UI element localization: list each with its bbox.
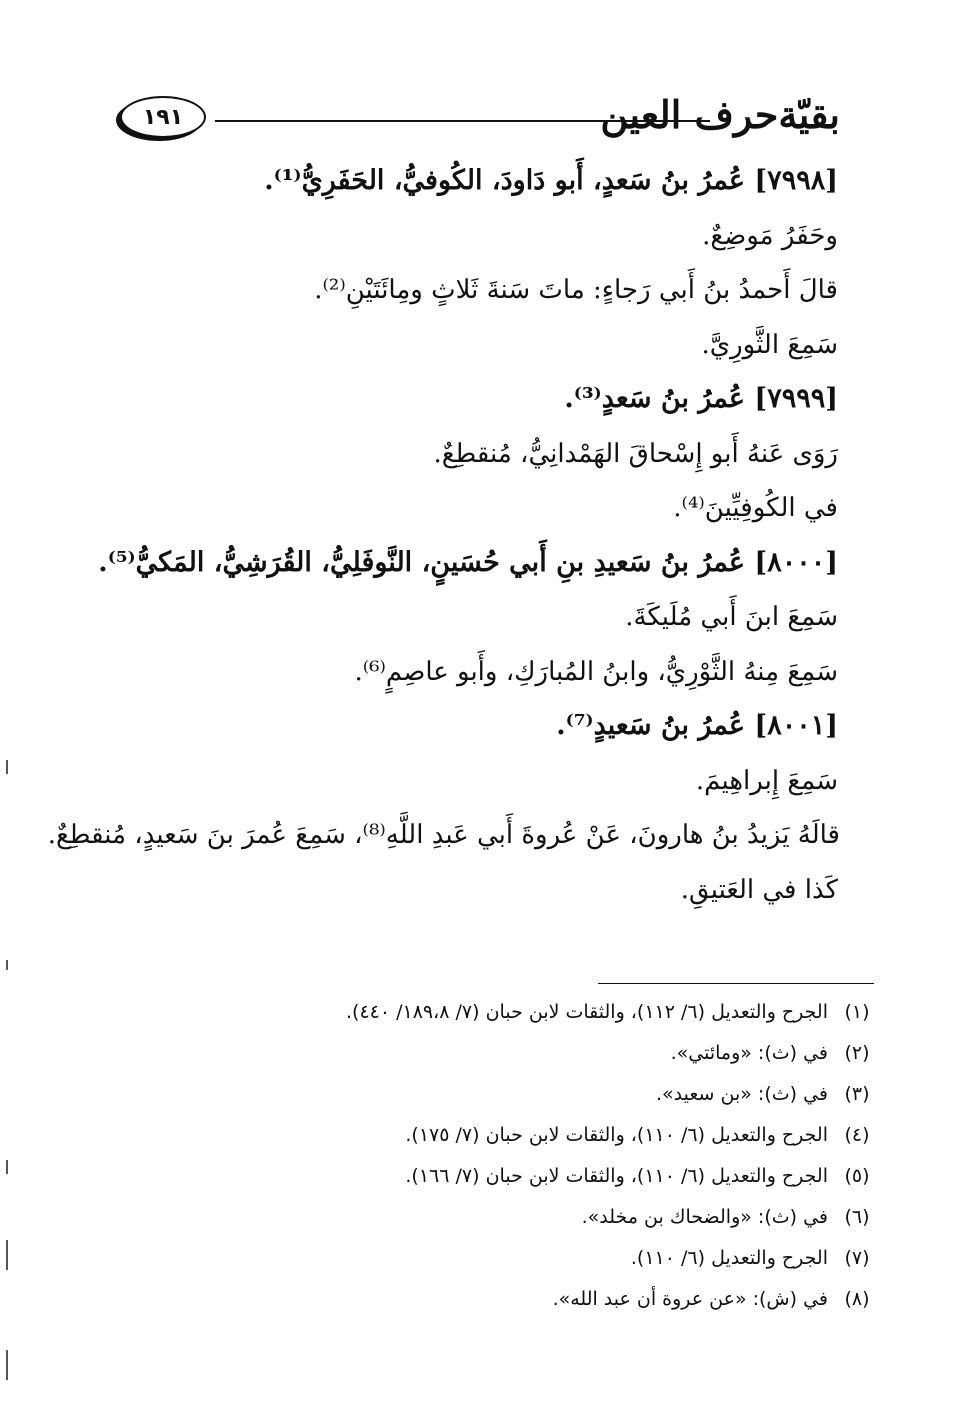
footnote-text: في (ث): «ومائتي». [670,1042,828,1064]
footnote-number: (٢) [844,1042,870,1064]
footnote-number: (٤) [844,1124,870,1146]
header-rule [215,120,710,122]
footnote-number: (٣) [844,1083,870,1105]
footnote-rule [598,983,874,984]
scan-artifact [6,1350,8,1380]
page-header [120,92,840,152]
entry-7998-heading: [٧٩٩٨] عُمرُ بنُ سَعدٍ، أَبو دَاودَ، الكُوفيُّ، الحَفَرِيُّ⁽¹⁾. [264,165,838,196]
scan-artifact [6,1240,8,1270]
text-line: سَمِعَ مِنهُ الثَّوْرِيُّ، وابنُ المُبارَكِ، وأَبو عاصِمٍ⁽⁶⁾. [354,656,838,687]
footnote-text: في (ث): «والضحاك بن مخلد». [581,1206,828,1228]
footnotes [158,992,878,1320]
text-line: في الكُوفِيِّينَ⁽⁴⁾. [673,493,838,523]
footnote-text: الجرح والتعديل (٦/ ١١٠). [630,1247,828,1269]
text-line: سَمِعَ الثَّورِيَّ. [701,329,838,360]
text-line: وحَفَرُ مَوضِعٌ. [702,220,838,251]
text-line: رَوَى عَنهُ أَبو إِسْحاقَ الهَمْدانِيُّ، مُنقطِعٌ. [433,438,838,469]
scan-artifact [6,760,8,774]
scan-artifact [6,1160,8,1174]
text-line: قالَ أَحمدُ بنُ أَبي رَجاءٍ: ماتَ سَنةَ ثَلاثٍ ومِائَتَيْنِ⁽²⁾. [314,275,838,305]
footnote-number: (٦) [844,1206,870,1228]
footnote [158,1156,878,1197]
footnote [158,1279,878,1320]
footnote-text: الجرح والتعديل (٦/ ١١٢)، والثقات لابن حبان (٧/ ١٨٩،٨/ ٤٤٠). [345,1001,828,1023]
footnote-text: في (ش): «عن عروة أن عبد الله». [552,1288,828,1310]
text-line: قالَهُ يَزيدُ بنُ هارونَ، عَنْ عُروةَ أَبي عَبدِ اللَّهِ⁽⁸⁾، سَمِعَ عُمرَ بنَ سَعيدٍ، مُنقطِعٌ. [47,820,840,850]
entry-8000-heading: [٨٠٠٠] عُمرُ بنُ سَعيدِ بنِ أَبي حُسَينٍ، النَّوفَلِيُّ، القُرَشِيُّ، المَكيُّ⁽⁵⁾. [98,546,838,578]
text-line: سَمِعَ ابنَ أَبي مُلَيكَةَ. [625,602,838,632]
page-number: ١٩١ [120,96,206,138]
running-head-title: بقيّةحرف العين [600,92,840,137]
footnote [158,1238,878,1279]
scan-artifact [6,960,8,970]
footnote-text: في (ث): «بن سعيد». [656,1083,828,1105]
main-text [47,154,840,917]
footnote [158,1074,878,1115]
footnote-number: (٥) [844,1165,870,1187]
footnote [158,1115,878,1156]
text-line: كَذا في العَتيقِ. [680,874,838,905]
footnote-number: (٧) [844,1247,870,1269]
footnote-text: الجرح والتعديل (٦/ ١١٠)، والثقات لابن حبان (٧/ ١٧٥). [405,1124,828,1146]
text-line: سَمِعَ إِبراهِيمَ. [695,765,838,796]
entry-7999-heading: [٧٩٩٩] عُمرُ بنُ سَعدٍ⁽³⁾. [564,383,838,414]
footnote-text: الجرح والتعديل (٦/ ١١٠)، والثقات لابن حبان (٧/ ١٦٦). [405,1165,828,1187]
footnote [158,992,878,1033]
footnote [158,1033,878,1074]
footnote-number: (١) [844,1001,870,1023]
entry-8001-heading: [٨٠٠١] عُمرُ بنُ سَعيدٍ⁽⁷⁾. [556,710,838,741]
footnote-number: (٨) [844,1288,870,1310]
footnote [158,1197,878,1238]
